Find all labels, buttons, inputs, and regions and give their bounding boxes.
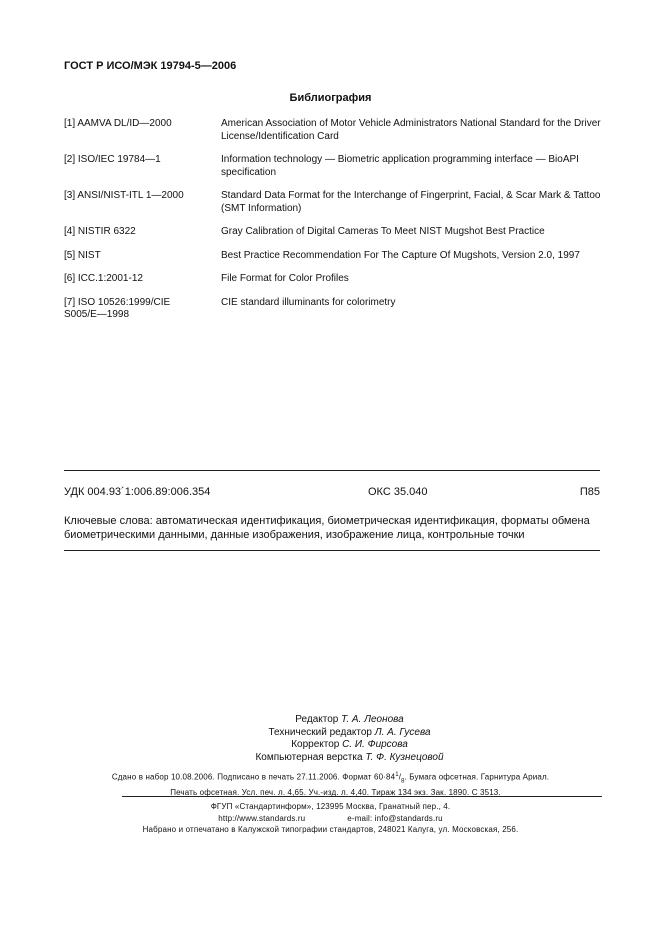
udk-code: УДК 004.93´1:006.89:006.354 bbox=[64, 486, 211, 498]
print-format-text: Сдано в набор 10.08.2006. Подписано в печать 27.11.2006. Формат 60·84 bbox=[111, 772, 396, 782]
bibliography-entry bbox=[64, 190, 604, 215]
ref-code: [7] ISO 10526:1999/CIE S005/E—1998 bbox=[64, 296, 171, 320]
ref-code: [4] NISTIR 6322 bbox=[64, 226, 136, 237]
ref-code: [6] ICC.1:2001-12 bbox=[64, 273, 143, 284]
bibliography-entry bbox=[64, 250, 604, 263]
keywords-text: Ключевые слова: автоматическая идентификация, биометрическая идентификация, форматы обмена биометрическими данными, данные изображения, изображение лица, контрольные точки bbox=[64, 515, 590, 541]
ref-description: CIE standard illuminants for colorimetry bbox=[221, 296, 396, 308]
bibliography-entry bbox=[64, 297, 604, 322]
publisher-email-link[interactable]: e-mail: info@standards.ru bbox=[347, 813, 443, 823]
group-code: П85 bbox=[579, 486, 600, 498]
bibliography-list bbox=[64, 118, 604, 322]
publisher-block bbox=[0, 801, 661, 836]
bibliography-entry bbox=[64, 118, 604, 143]
credit-role: Компьютерная верстка bbox=[255, 751, 363, 763]
credits-block bbox=[0, 714, 661, 764]
ref-description: Information technology — Biometric application programming interface — BioAPI specification bbox=[221, 154, 579, 178]
bibliography-title: Библиография bbox=[289, 92, 372, 104]
credit-name: Т. А. Леонова bbox=[341, 714, 404, 725]
credit-name: Т. Ф. Кузнецовой bbox=[365, 751, 444, 763]
credit-line bbox=[0, 739, 661, 752]
ref-description: Gray Calibration of Digital Cameras To Meet NIST Mugshot Best Practice bbox=[221, 226, 545, 237]
bibliography-entry bbox=[64, 154, 604, 179]
format-denominator: 8 bbox=[401, 778, 405, 785]
credit-role: Корректор bbox=[291, 739, 340, 751]
print-info-line2: Печать офсетная. Усл. печ. л. 4,65. Уч.-изд. л. 4,40. Тираж 134 экз. Зак. 1890. С 3513. bbox=[170, 788, 501, 798]
ref-description: Best Practice Recommendation For The Capture Of Mugshots, Version 2.0, 1997 bbox=[221, 249, 580, 261]
credit-name: Л. А. Гусева bbox=[374, 726, 431, 738]
ref-code: [5] NIST bbox=[64, 249, 101, 261]
print-paper-text: . Бумага офсетная. Гарнитура Ариал. bbox=[404, 772, 550, 782]
oks-code: ОКС 35.040 bbox=[368, 486, 428, 498]
print-info bbox=[0, 769, 661, 799]
credit-line bbox=[0, 752, 661, 765]
ref-code: [2] ISO/IEC 19784—1 bbox=[64, 154, 161, 165]
credit-name: С. И. Фирсова bbox=[342, 739, 408, 751]
credit-role: Редактор bbox=[295, 714, 339, 725]
ref-code: [1] AAMVA DL/ID—2000 bbox=[64, 118, 172, 129]
credit-line bbox=[0, 714, 661, 727]
publisher-address: ФГУП «Стандартинформ», 123995 Москва, Гранатный пер., 4. bbox=[210, 802, 451, 811]
ref-code: [3] ANSI/NIST-ITL 1—2000 bbox=[64, 190, 184, 201]
bibliography-entry bbox=[64, 273, 604, 286]
divider-publisher bbox=[122, 796, 602, 797]
print-info-line1: Сдано в набор 10.08.2006. Подписано в печать 27.11.2006. Формат $60\cdot 84^1/_8$. Бумага офсетная. Гарнитура Ариал. bbox=[111, 772, 550, 785]
divider-top bbox=[64, 470, 600, 471]
publisher-url-link[interactable]: http://www.standards.ru bbox=[218, 813, 306, 823]
bibliography-entry bbox=[64, 226, 604, 239]
printer-info: Набрано и отпечатано в Калужской типографии стандартов, 248021 Калуга, ул. Московская, 256. bbox=[142, 825, 519, 834]
ref-description: American Association of Motor Vehicle Administrators National Standard for the Driver License/Identification Card bbox=[221, 118, 601, 142]
ref-description: File Format for Color Profiles bbox=[221, 273, 349, 284]
format-numerator: 1 bbox=[395, 772, 399, 778]
divider-bottom bbox=[64, 550, 600, 551]
standard-header: ГОСТ Р ИСО/МЭК 19794-5—2006 bbox=[64, 60, 237, 72]
credit-role: Технический редактор bbox=[268, 726, 372, 738]
ref-description: Standard Data Format for the Interchange of Fingerprint, Facial, & Scar Mark & Tattoo (SMT Information) bbox=[221, 190, 601, 214]
credit-line bbox=[0, 727, 661, 740]
publisher-contacts bbox=[0, 813, 661, 825]
